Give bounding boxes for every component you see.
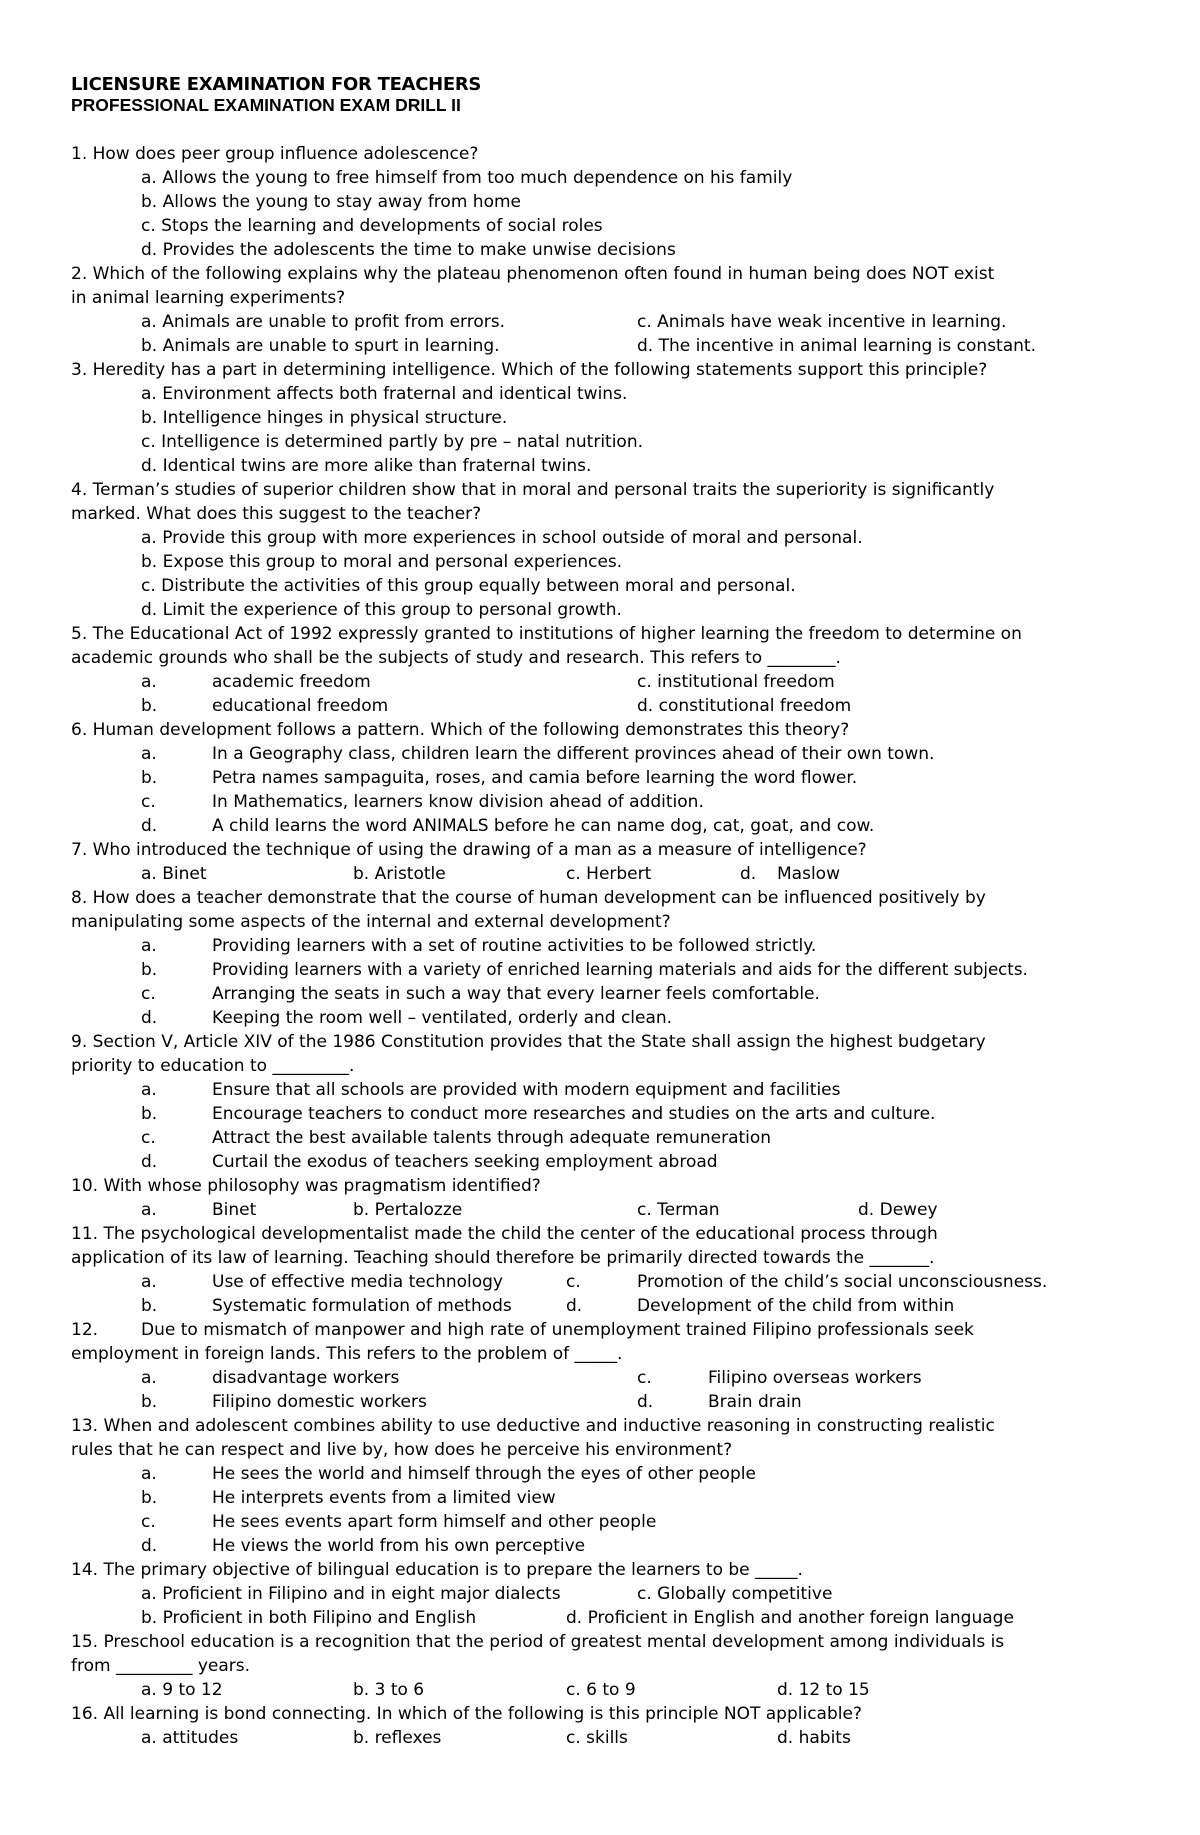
question-11-stem-line-1: 11. The psychological developmentalist made the child the center of the educational process through [71,1224,938,1244]
question-8-option-b-letter: b. [141,960,158,980]
question-9-stem-line-1: 9. Section V, Article XIV of the 1986 Constitution provides that the State shall assign the highest budgetary [71,1032,986,1052]
question-8-option-a-letter: a. [141,936,157,956]
question-9-option-d-letter: d. [141,1152,158,1172]
question-7-option-d: Maslow [777,864,840,884]
question-13-option-b-letter: b. [141,1488,158,1508]
question-8-stem-line-1: 8. How does a teacher demonstrate that the course of human development can be influenced positively by [71,888,986,908]
question-7-option-c: c. Herbert [566,864,652,884]
question-4-option-d: d. Limit the experience of this group to personal growth. [141,600,622,620]
question-11-option-a: Use of effective media technology [212,1272,503,1292]
question-14-stem: 14. The primary objective of bilingual education is to prepare the learners to be _____. [71,1560,803,1580]
question-12-option-d-letter: d. [637,1392,654,1412]
question-2-stem-line-1: 2. Which of the following explains why the plateau phenomenon often found in human being does NOT exist [71,264,995,284]
question-9-stem-line-2: priority to education to _________. [71,1056,355,1076]
question-13-option-a-letter: a. [141,1464,157,1484]
question-13-option-b: He interprets events from a limited view [212,1488,556,1508]
question-1-option-a: a. Allows the young to free himself from too much dependence on his family [141,168,793,188]
question-7-option-b: b. Aristotle [353,864,446,884]
question-2-option-b: b. Animals are unable to spurt in learning. [141,336,500,356]
question-5-option-d: d. constitutional freedom [637,696,852,716]
question-13-stem-line-1: 13. When and adolescent combines ability to use deductive and inductive reasoning in constructing realistic [71,1416,995,1436]
question-12-number: 12. [71,1320,99,1340]
question-15-option-b: b. 3 to 6 [353,1680,425,1700]
question-6-option-d-letter: d. [141,816,158,836]
question-6-option-d: A child learns the word ANIMALS before he can name dog, cat, goat, and cow. [212,816,875,836]
question-15-option-c: c. 6 to 9 [566,1680,636,1700]
question-15-option-d: d. 12 to 15 [777,1680,870,1700]
question-1-stem: 1. How does peer group influence adolescence? [71,144,479,164]
question-6-stem: 6. Human development follows a pattern. Which of the following demonstrates this theory? [71,720,850,740]
question-3-option-c: c. Intelligence is determined partly by pre – natal nutrition. [141,432,644,452]
question-5-stem-line-1: 5. The Educational Act of 1992 expressly granted to institutions of higher learning the freedom to determine on [71,624,1022,644]
question-11-stem-line-2: application of its law of learning. Teaching should therefore be primarily directed towards the _______. [71,1248,935,1268]
question-8-option-a: Providing learners with a set of routine activities to be followed strictly. [212,936,817,956]
question-8-option-d-letter: d. [141,1008,158,1028]
question-5-option-a-letter: a. [141,672,157,692]
question-3-stem: 3. Heredity has a part in determining intelligence. Which of the following statements support this principle? [71,360,988,380]
question-10-option-b: b. Pertalozze [353,1200,463,1220]
question-14-option-b: b. Proficient in both Filipino and English [141,1608,477,1628]
question-15-stem-line-2: from _________ years. [71,1656,251,1676]
question-7-option-a: a. Binet [141,864,207,884]
question-13-option-d: He views the world from his own perceptive [212,1536,586,1556]
question-4-option-a: a. Provide this group with more experiences in school outside of moral and personal. [141,528,863,548]
question-4-stem-line-1: 4. Terman’s studies of superior children show that in moral and personal traits the superiority is significantly [71,480,995,500]
question-9-option-b-letter: b. [141,1104,158,1124]
question-6-option-c-letter: c. [141,792,156,812]
question-12-option-b: Filipino domestic workers [212,1392,427,1412]
exam-title: LICENSURE EXAMINATION FOR TEACHERS [71,74,482,95]
question-3-option-d: d. Identical twins are more alike than fraternal twins. [141,456,592,476]
question-11-option-c: Promotion of the child’s social unconsciousness. [637,1272,1048,1292]
question-2-option-c: c. Animals have weak incentive in learning. [637,312,1007,332]
question-11-option-a-letter: a. [141,1272,157,1292]
question-4-option-c: c. Distribute the activities of this group equally between moral and personal. [141,576,796,596]
question-3-option-b: b. Intelligence hinges in physical structure. [141,408,508,428]
question-12-option-a: disadvantage workers [212,1368,400,1388]
question-5-option-b: educational freedom [212,696,389,716]
question-5-stem-line-2: academic grounds who shall be the subjects of study and research. This refers to ________. [71,648,841,668]
question-8-option-d: Keeping the room well – ventilated, orderly and clean. [212,1008,673,1028]
question-5-option-b-letter: b. [141,696,158,716]
question-14-option-a: a. Proficient in Filipino and in eight major dialects [141,1584,561,1604]
question-12-stem-line-2: employment in foreign lands. This refers to the problem of _____. [71,1344,623,1364]
question-9-option-c-letter: c. [141,1128,156,1148]
question-10-option-a: Binet [212,1200,257,1220]
question-8-option-b: Providing learners with a variety of enriched learning materials and aids for the different subjects. [212,960,1028,979]
question-16-option-a: a. attitudes [141,1728,239,1748]
question-2-stem-line-2: in animal learning experiments? [71,288,346,308]
question-8-option-c: Arranging the seats in such a way that every learner feels comfortable. [212,984,820,1004]
question-7-stem: 7. Who introduced the technique of using the drawing of a man as a measure of intelligence? [71,840,867,860]
question-16-stem: 16. All learning is bond connecting. In which of the following is this principle NOT applicable? [71,1704,862,1724]
question-5-option-a: academic freedom [212,672,371,692]
question-13-option-c: He sees events apart form himself and other people [212,1512,657,1532]
question-9-option-a: Ensure that all schools are provided with modern equipment and facilities [212,1080,841,1100]
question-10-option-a-letter: a. [141,1200,157,1220]
question-10-stem: 10. With whose philosophy was pragmatism identified? [71,1176,541,1196]
question-8-option-c-letter: c. [141,984,156,1004]
question-15-stem-line-1: 15. Preschool education is a recognition that the period of greatest mental development among individuals is [71,1632,1005,1652]
question-9-option-a-letter: a. [141,1080,157,1100]
question-1-option-d: d. Provides the adolescents the time to make unwise decisions [141,240,676,260]
question-6-option-b: Petra names sampaguita, roses, and camia before learning the word flower. [212,768,858,788]
question-6-option-b-letter: b. [141,768,158,788]
question-12-option-b-letter: b. [141,1392,158,1412]
question-6-option-a: In a Geography class, children learn the different provinces ahead of their own town. [212,744,935,764]
question-9-option-c: Attract the best available talents through adequate remuneration [212,1128,772,1148]
question-9-option-d: Curtail the exodus of teachers seeking employment abroad [212,1152,718,1172]
question-16-option-b: b. reflexes [353,1728,442,1748]
question-4-stem-line-2: marked. What does this suggest to the teacher? [71,504,482,524]
question-11-option-b: Systematic formulation of methods [212,1296,512,1316]
question-12-option-a-letter: a. [141,1368,157,1388]
question-16-option-c: c. skills [566,1728,628,1748]
exam-subtitle: PROFESSIONAL EXAMINATION EXAM DRILL II [71,95,461,115]
question-2-option-d: d. The incentive in animal learning is constant. [637,336,1036,356]
question-11-option-c-letter: c. [566,1272,581,1292]
question-12-option-d: Brain drain [708,1392,802,1412]
question-13-option-d-letter: d. [141,1536,158,1556]
question-5-option-c: c. institutional freedom [637,672,835,692]
question-2-option-a: a. Animals are unable to profit from errors. [141,312,505,332]
question-13-option-c-letter: c. [141,1512,156,1532]
question-12-stem-line-1: Due to mismatch of manpower and high rate of unemployment trained Filipino professionals seek [141,1320,974,1340]
question-11-option-b-letter: b. [141,1296,158,1316]
question-4-option-b: b. Expose this group to moral and personal experiences. [141,552,623,572]
question-3-option-a: a. Environment affects both fraternal and identical twins. [141,384,628,404]
question-9-option-b: Encourage teachers to conduct more researches and studies on the arts and culture. [212,1104,936,1124]
question-11-option-d-letter: d. [566,1296,583,1316]
question-10-option-d: d. Dewey [858,1200,938,1220]
question-10-option-c: c. Terman [637,1200,720,1220]
question-8-stem-line-2: manipulating some aspects of the internal and external development? [71,912,671,932]
question-6-option-c: In Mathematics, learners know division ahead of addition. [212,792,704,812]
question-7-option-d-letter: d. [740,864,757,884]
question-15-option-a: a. 9 to 12 [141,1680,223,1700]
question-14-option-d: d. Proficient in English and another foreign language [566,1608,1014,1628]
question-13-stem-line-2: rules that he can respect and live by, how does he perceive his environment? [71,1440,733,1460]
question-6-option-a-letter: a. [141,744,157,764]
question-14-option-c: c. Globally competitive [637,1584,833,1604]
question-1-option-b: b. Allows the young to stay away from home [141,192,521,212]
question-12-option-c-letter: c. [637,1368,652,1388]
question-1-option-c: c. Stops the learning and developments of social roles [141,216,603,236]
question-13-option-a: He sees the world and himself through the eyes of other people [212,1464,756,1484]
question-11-option-d: Development of the child from within [637,1296,955,1316]
question-16-option-d: d. habits [777,1728,851,1748]
question-12-option-c: Filipino overseas workers [708,1368,922,1388]
